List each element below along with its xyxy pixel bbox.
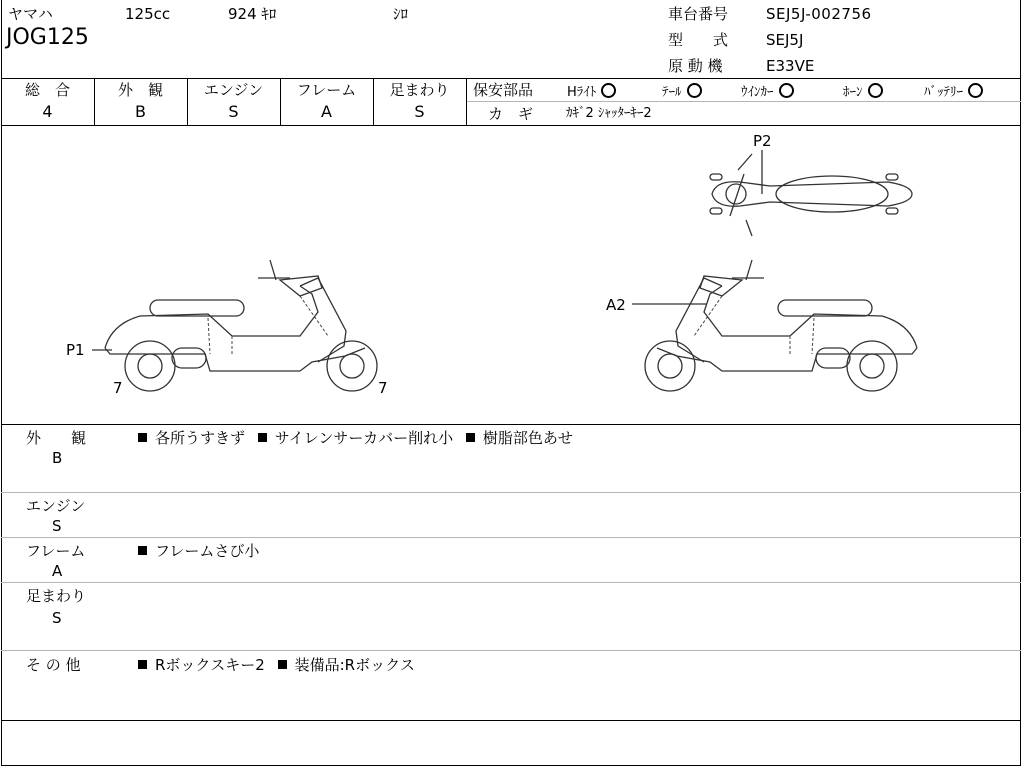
remark-grade-suspension: S (52, 609, 62, 627)
model-name: JOG125 (6, 25, 89, 50)
grade-value-frame: A (321, 102, 332, 121)
scooter-left-view (92, 260, 377, 391)
color: ｼﾛ (393, 5, 409, 23)
remarks-divider (1, 537, 1021, 538)
mileage: 924 ｷﾛ (228, 5, 277, 23)
scooter-right-view (632, 260, 917, 391)
safety-item-horn: ﾎｰﾝ (843, 83, 883, 101)
model-type-label: 型 式 (668, 31, 729, 49)
marker-p1: P1 (66, 341, 85, 359)
maker: ヤマハ (8, 5, 53, 23)
grade-top-line (1, 78, 1021, 79)
marker-a2: A2 (606, 296, 626, 314)
bullet-icon (278, 660, 287, 669)
bullet-icon (466, 433, 475, 442)
grade-label-overall: 総 合 (24, 81, 70, 99)
engine-label: 原 動 機 (668, 57, 723, 75)
remarks-divider (1, 650, 1021, 651)
status-ok-icon (601, 83, 616, 98)
grade-label-appearance: 外 観 (117, 81, 163, 99)
safety-mid-line (467, 101, 1021, 102)
remark-label-other: そ の 他 (26, 656, 81, 674)
grade-label-engine: エンジン (203, 81, 264, 99)
marker-p2: P2 (753, 132, 772, 150)
status-ok-icon (968, 83, 983, 98)
remark-label-engine: エンジン (26, 497, 86, 515)
remark-grade-frame: A (52, 562, 63, 580)
remarks-divider (1, 582, 1021, 583)
status-ok-icon (687, 83, 702, 98)
grade-value-engine: S (228, 102, 239, 121)
frame-number-label: 車台番号 (668, 5, 729, 23)
remark-grade-appearance: B (52, 449, 63, 467)
safety-item-winker: ｳｲﾝｶｰ (741, 83, 794, 101)
bullet-icon (138, 433, 147, 442)
engine-code: E33VE (766, 57, 815, 75)
safety-item-headlight: Hﾗｲﾄ (567, 83, 616, 101)
grade-value-suspension: S (414, 102, 425, 121)
remarks-top-line (1, 424, 1021, 425)
scooter-top-view (710, 150, 912, 236)
remark-items-other: Rボックスキー2 装備品:Rボックス (138, 656, 415, 674)
remark-label-frame: フレーム (26, 542, 86, 560)
marker-7-left: 7 (113, 379, 123, 397)
remark-grade-engine: S (52, 517, 62, 535)
grade-divider (466, 78, 467, 125)
remark-items-appearance: 各所うすきず サイレンサーカバー削れ小 樹脂部色あせ (138, 429, 573, 447)
remarks-bottom-line (1, 720, 1021, 721)
remark-label-suspension: 足まわり (26, 587, 87, 605)
safety-item-battery: ﾊﾞｯﾃﾘｰ (924, 83, 983, 101)
remarks-divider (1, 492, 1021, 493)
grade-value-appearance: B (135, 102, 146, 121)
keys-value: ｶｷﾞ2 ｼｬｯﾀｰｷｰ2 (566, 106, 652, 121)
safety-item-tail: ﾃｰﾙ (662, 83, 702, 101)
status-ok-icon (868, 83, 883, 98)
grade-value-overall: 4 (42, 102, 53, 121)
safety-label: 保安部品 (473, 81, 534, 99)
keys-label: カ ギ (488, 105, 534, 123)
remark-items-frame: フレームさび小 (138, 542, 259, 560)
bullet-icon (258, 433, 267, 442)
bullet-icon (138, 546, 147, 555)
displacement: 125cc (125, 5, 171, 23)
grade-label-suspension: 足まわり (389, 81, 450, 99)
status-ok-icon (779, 83, 794, 98)
damage-diagram (0, 126, 1022, 424)
remark-label-appearance: 外 観 (26, 429, 87, 447)
marker-7-right: 7 (378, 379, 388, 397)
bullet-icon (138, 660, 147, 669)
grade-label-frame: フレーム (296, 81, 357, 99)
frame-number: SEJ5J-002756 (766, 5, 872, 23)
model-type: SEJ5J (766, 31, 804, 49)
